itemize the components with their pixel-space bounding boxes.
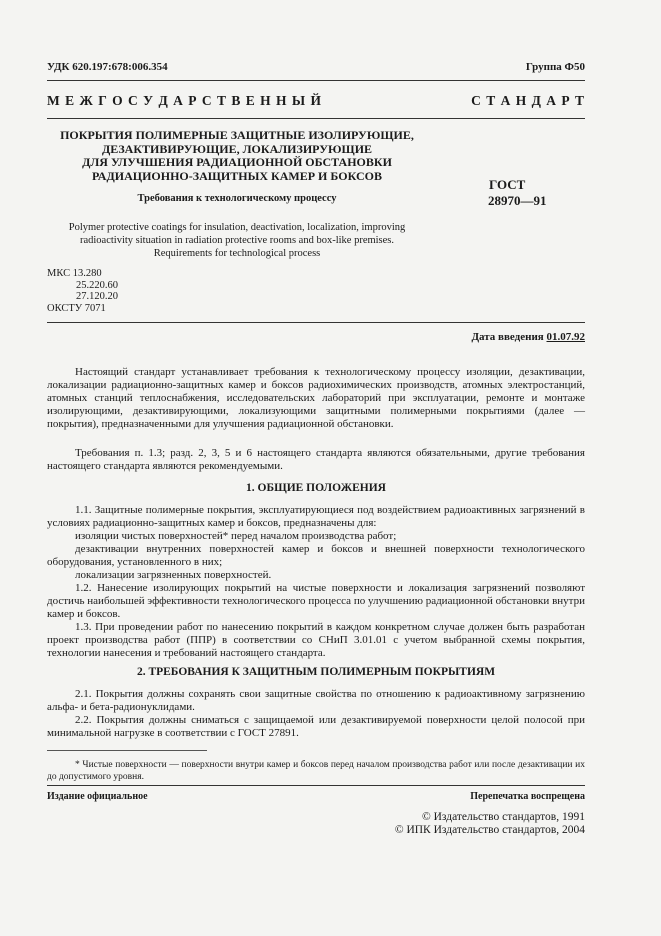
oksu-code: ОКСТУ 7071 [47, 302, 106, 314]
introduction-date [300, 331, 585, 343]
list-item: изоляции чистых поверхностей* перед началом производства работ; [75, 530, 397, 542]
udk-code: УДК 620.197:678:006.354 [47, 61, 168, 73]
list-item: локализации загрязненных поверхностей. [75, 569, 272, 581]
official-edition: Издание официальное [47, 791, 148, 802]
title-line: РАДИАЦИОННО-ЗАЩИТНЫХ КАМЕР И БОКСОВ [92, 168, 382, 183]
clause-1-3: 1.3. При проведении работ по нанесению покрытий в каждом конкретном случае должен быть разработан проект производства работ (ППР) в соответствии со СНиП 3.01.01 с учетом выбранной схемы покрытия, технологии нанесения и требований настоящего стандарта. [47, 621, 585, 659]
footnote-rule [47, 750, 207, 751]
english-title [47, 221, 427, 260]
copyright-line: © Издательство стандартов, 1991 [421, 811, 585, 823]
intro-paragraph: Настоящий стандарт устанавливает требования к технологическому процессу изоляции, дезактивации, локализации радиационно-защитных камер и боксов радиохимических производств, атомных электростанций, атомных станций теплоснабжения, исследовательских лабораторий при эксплуатации, ремонте и монтаже изолирующими, дезактивирующими, локализующими защитными полимерными покрытиями (далее — покрытия), предназначенными для улучшения радиационной обстановки. [47, 366, 585, 430]
footnote: * Чистые поверхности — поверхности внутри камер и боксов перед началом производства работ или после дезактивации их до допустимого уровня. [47, 760, 585, 782]
gost-number: 28970—91 [488, 193, 547, 208]
english-title-line: Polymer protective coatings for insulation, deactivation, localization, improving [68, 222, 406, 233]
copyright-line: © ИПК Издательство стандартов, 2004 [394, 824, 585, 836]
classifier-codes [47, 268, 118, 314]
english-title-line: Requirements for technological process [153, 248, 321, 259]
reprint-notice: Перепечатка воспрещена [470, 791, 585, 802]
header-rule-bottom [47, 118, 585, 119]
gost-designation [488, 177, 547, 209]
document-title [47, 129, 427, 183]
mks-code: МКС 13.280 [47, 268, 102, 279]
section-heading: 1. ОБЩИЕ ПОЛОЖЕНИЯ [246, 482, 386, 494]
english-title-line: radioactivity situation in radiation protective rooms and box-like premises. [79, 235, 395, 246]
group-code: Группа Ф50 [525, 61, 585, 73]
clause-2-2: 2.2. Покрытия должны сниматься с защищаемой или дезактивируемой поверхности целой полосой при минимальной нагрузке в соответствии с ГОСТ 27891. [47, 714, 585, 739]
clause-1-2: 1.2. Нанесение изолирующих покрытий на чистые поверхности и локализация загрязнений позволяют достичь наибольшей эффективности технологического процесса по улучшению радиационной обстановки внутри камер и боксов. [47, 582, 585, 620]
introduction-date-label: Дата введения [471, 331, 544, 343]
document-subtitle: Требования к технологическому процессу [137, 193, 337, 204]
section-heading: 2. ТРЕБОВАНИЯ К ЗАЩИТНЫМ ПОЛИМЕРНЫМ ПОКРЫТИЯМ [136, 666, 496, 678]
classifier-rule [47, 322, 585, 323]
intro-paragraph: Требования п. 1.3; разд. 2, 3, 5 и 6 настоящего стандарта являются обязательными, другие требования настоящего стандарта являются рекомендуемыми. [47, 447, 585, 472]
banner-standard: С Т А Н Д А Р Т [471, 93, 585, 108]
clause-1-1: 1.1. Защитные полимерные покрытия, эксплуатирующиеся под воздействием радиоактивных загрязнений в условиях радиационно-защитных камер и боксов, предназначены для: [47, 504, 585, 529]
footer-rule [47, 785, 585, 786]
clause-2-1: 2.1. Покрытия должны сохранять свои защитные свойства по отношению к радиоактивному загрязнению альфа- и бета-радионуклидами. [47, 688, 585, 713]
title-line: ПОКРЫТИЯ ПОЛИМЕРНЫЕ ЗАЩИТНЫЕ ИЗОЛИРУЮЩИЕ, [60, 128, 414, 142]
title-line: ДЕЗАКТИВИРУЮЩИЕ, ЛОКАЛИЗИРУЮЩИЕ [101, 141, 373, 156]
introduction-date-value: 01.07.92 [546, 331, 585, 343]
header-rule-top [47, 80, 585, 81]
gost-label: ГОСТ [489, 177, 526, 192]
copyright [300, 811, 585, 837]
list-item: дезактивации внутренних поверхностей камер и боксов и внешней поверхности технологического оборудования, установленного в них; [47, 543, 585, 568]
mks-code-extra: 27.120.20 [76, 291, 118, 302]
mks-code-extra: 25.220.60 [76, 279, 118, 291]
banner-interstate: М Е Ж Г О С У Д А Р С Т В Е Н Н Ы Й [47, 93, 323, 108]
title-line: ДЛЯ УЛУЧШЕНИЯ РАДИАЦИОННОЙ ОБСТАНОВКИ [82, 155, 392, 169]
